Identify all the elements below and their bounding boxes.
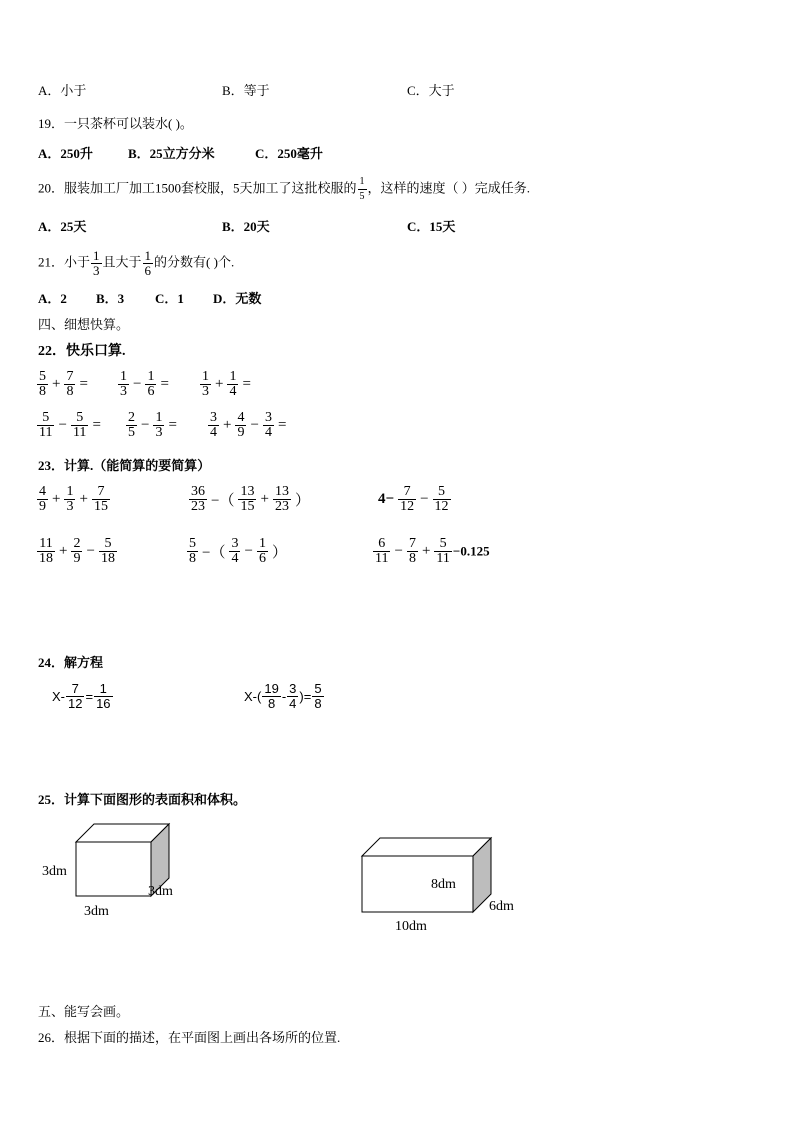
q23-expr-2: $\frac{36}{23}$ −（ $\frac{13}{15}$ + $\frac{13}{23}$ ） <box>191 484 310 514</box>
cuboid-label-front: 8dm <box>431 877 456 892</box>
q20-option-b: B．20天 <box>222 219 270 234</box>
q22-expr-1: $\frac{5}{8}$ + $\frac{7}{8}$ = <box>39 369 88 399</box>
q21-option-d: D．无数 <box>213 291 262 306</box>
q24-equation-2: X-( $\frac{19}{8}$ - $\frac{3}{4}$ )= $\frac{5}{8}$ <box>244 681 322 711</box>
q23-expr-6: $\frac{6}{11}$ − $\frac{7}{8}$ + $\frac{5}{11}$ −0.125 <box>375 536 490 566</box>
q18-option-a: A．小于 <box>38 83 87 98</box>
q21-option-c: C．1 <box>155 291 184 306</box>
q19-option-c: C．250毫升 <box>255 146 323 161</box>
q20-fraction: $\frac{1}{5}$ <box>359 176 365 202</box>
q18-option-c: C．大于 <box>407 83 455 98</box>
q21-fraction-1: $\frac{1}{3}$ <box>93 248 100 278</box>
cube-label-bottom: 3dm <box>84 904 109 919</box>
q20-stem: 20．服装加工厂加工1500套校服，5天加工了这批校服的 $\frac{1}{5}$ ，这样的速度（ ）完成任务. <box>38 176 531 202</box>
cuboid-label-right: 6dm <box>489 899 514 914</box>
q22-expr-5: $\frac{2}{5}$ − $\frac{1}{3}$ = <box>128 410 177 440</box>
q25-title: 25．计算下面图形的表面积和体积。 <box>38 792 247 807</box>
cube-label-right: 3dm <box>148 884 173 899</box>
cube-label-left: 3dm <box>42 864 67 879</box>
q26-stem: 26．根据下面的描述，在平面图上画出各场所的位置. <box>38 1030 341 1045</box>
section-4-heading: 四、细想快算。 <box>38 317 130 332</box>
q24-equation-1: X- $\frac{7}{12}$ = $\frac{1}{16}$ <box>52 681 111 711</box>
q22-expr-6: $\frac{3}{4}$ + $\frac{4}{9}$ − $\frac{3}{4}$ = <box>210 410 287 440</box>
q21-option-a: A．2 <box>38 291 67 306</box>
cube-front-face <box>76 842 151 896</box>
q21-option-b: B．3 <box>96 291 125 306</box>
q23-expr-1: $\frac{4}{9}$ + $\frac{1}{3}$ + $\frac{7}{15}$ <box>39 484 108 514</box>
q23-expr-3: 4− $\frac{7}{12}$ − $\frac{5}{12}$ <box>378 484 449 514</box>
q22-expr-3: $\frac{1}{3}$ + $\frac{1}{4}$ = <box>202 369 251 399</box>
q20-option-a: A．25天 <box>38 219 87 234</box>
cuboid-figure <box>355 830 535 940</box>
q23-expr-4: $\frac{11}{18}$ + $\frac{2}{9}$ − $\frac{5}{18}$ <box>39 536 115 566</box>
cuboid-top-face <box>362 838 491 856</box>
cuboid-label-bottom: 10dm <box>395 919 427 934</box>
section-5-heading: 五、能写会画。 <box>38 1004 130 1019</box>
q19-option-a: A．250升 <box>38 146 93 161</box>
cuboid-front-face <box>362 856 473 912</box>
q22-expr-2: $\frac{1}{3}$ − $\frac{1}{6}$ = <box>120 369 169 399</box>
q23-title: 23．计算.（能简算的要简算） <box>38 458 211 473</box>
q20-option-c: C．15天 <box>407 219 456 234</box>
q22-title: 22．快乐口算. <box>38 344 126 359</box>
q18-option-b: B．等于 <box>222 83 270 98</box>
cube-figure <box>30 815 200 925</box>
q23-expr-5: $\frac{5}{8}$ −（ $\frac{3}{4}$ − $\frac{1}{6}$ ） <box>189 536 287 566</box>
q24-title: 24．解方程 <box>38 655 104 670</box>
q19-stem: 19．一只茶杯可以装水( )。 <box>38 116 193 131</box>
q21-stem: 21．小于 $\frac{1}{3}$ 且大于 $\frac{1}{6}$ 的分数有( )个. <box>38 248 235 278</box>
q19-option-b: B．25立方分米 <box>128 146 215 161</box>
q22-expr-4: $\frac{5}{11}$ − $\frac{5}{11}$ = <box>39 410 101 440</box>
q21-fraction-2: $\frac{1}{6}$ <box>144 248 152 278</box>
